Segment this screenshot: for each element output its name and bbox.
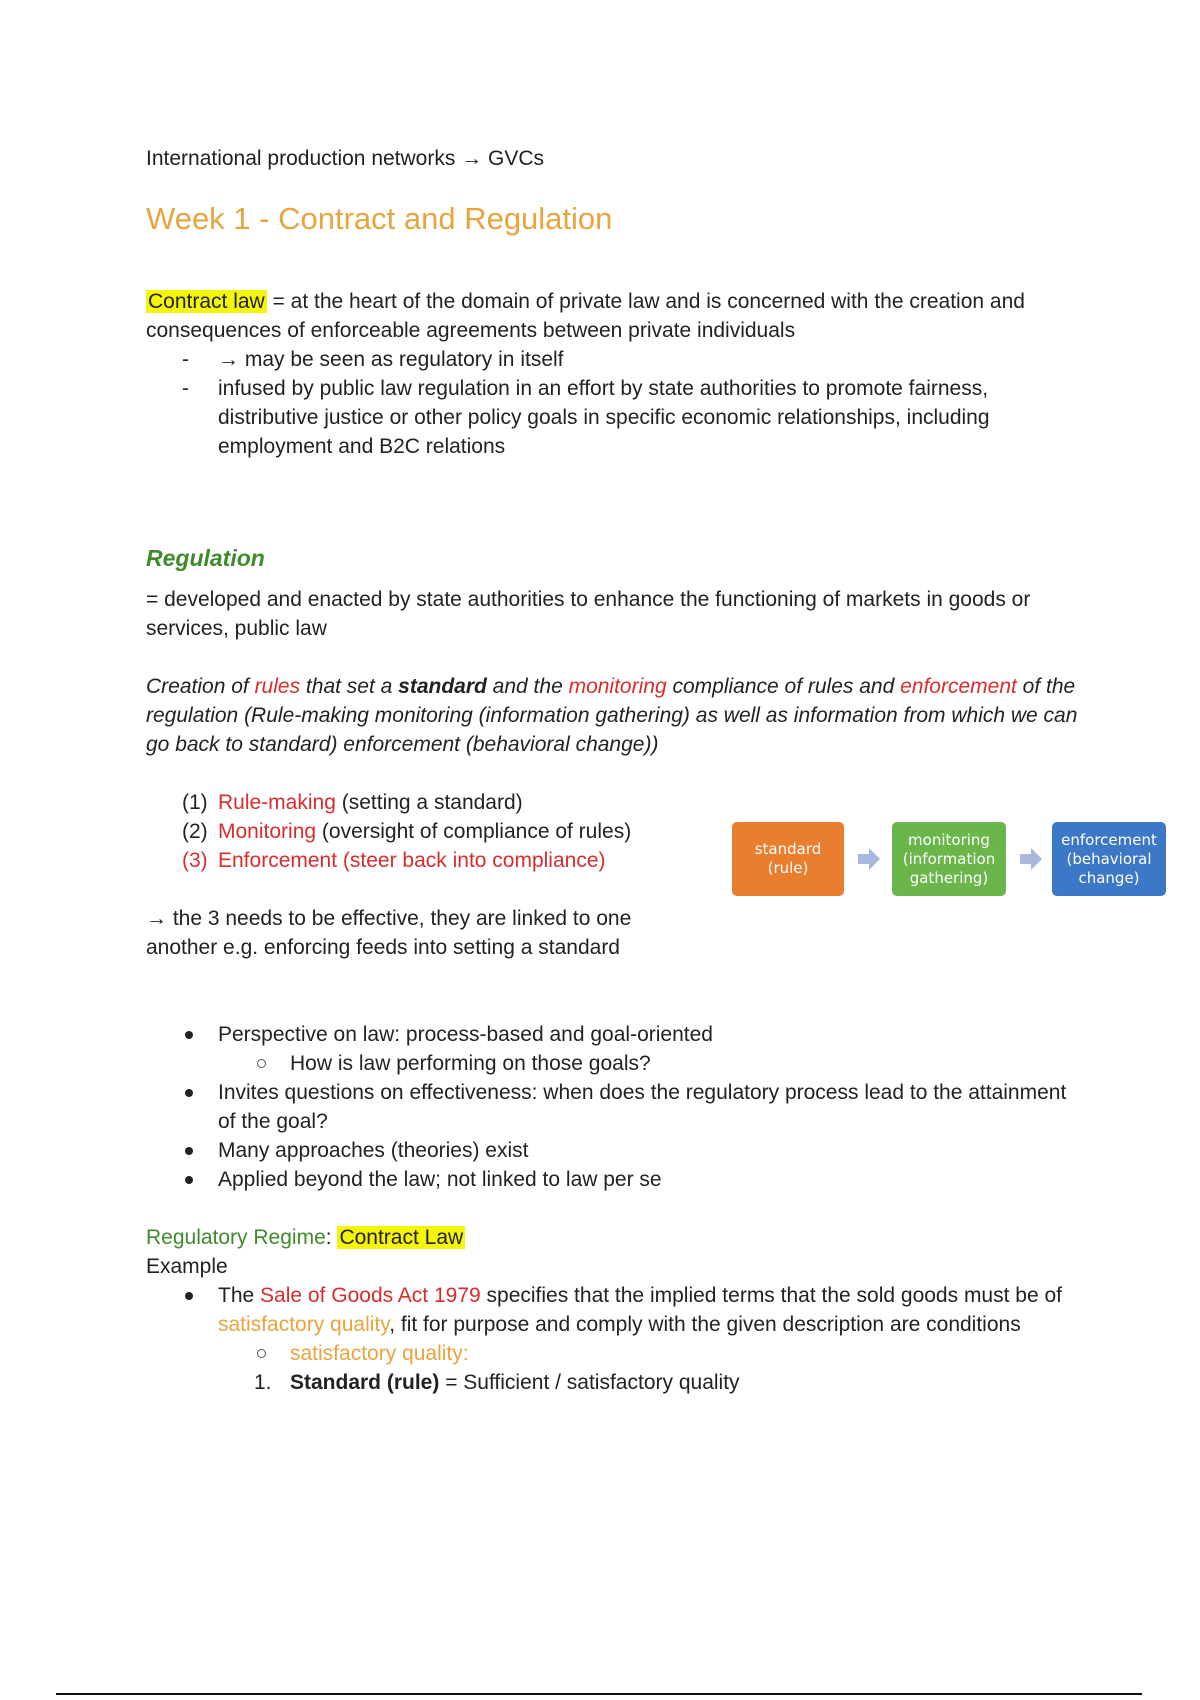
bullet-text: Invites questions on effectiveness: when does the regulatory process lead to the attainment of the goal? — [218, 1081, 1067, 1133]
text-span: The — [218, 1284, 261, 1307]
regulation-definition: = developed and enacted by state authorities to enhance the functioning of markets in goods or services, public law — [146, 588, 1031, 640]
text-span: and the — [486, 675, 569, 698]
regulation-bullets — [146, 1020, 1086, 1194]
text-span: specifies that the implied terms that the sold goods must be of — [480, 1284, 1062, 1307]
text-span: that set a — [300, 675, 399, 698]
enforcement-box — [1052, 822, 1166, 896]
list-item — [146, 1281, 1086, 1339]
bullet-dot — [185, 1176, 193, 1184]
box-line: (rule) — [767, 859, 809, 877]
list-item — [146, 345, 1086, 374]
step-description: (setting a standard) — [335, 791, 523, 814]
bullet-text: = Sufficient / satisfactory quality — [439, 1371, 740, 1394]
header-line: International production networks → GVCs — [146, 147, 545, 170]
step-number: (1) — [182, 791, 208, 814]
act-name: Sale of Goods Act 1979 — [260, 1284, 481, 1307]
enforcement-term: enforcement — [900, 675, 1017, 698]
list-number: 1. — [254, 1371, 272, 1394]
document-page — [146, 144, 1086, 1397]
regime-colon: : — [325, 1226, 338, 1249]
contract-law-text: = at the heart of the domain of private law and is concerned with the creation and consequences of enforceable agreements between private individuals — [146, 290, 1025, 342]
page-title: Week 1 - Contract and Regulation — [146, 201, 613, 236]
list-item — [146, 1020, 1086, 1049]
list-item — [146, 788, 1086, 817]
bullet-text: satisfactory quality: — [290, 1342, 469, 1365]
contract-point-2: infused by public law regulation in an effort by state authorities to promote fairness, distributive justice or other policy goals in specific economic relationships, including employment and B2C relations — [218, 377, 990, 458]
box-line: gathering) — [909, 868, 989, 887]
contract-point-1: → may be seen as regulatory in itself — [218, 348, 564, 371]
bullet-circle — [257, 1059, 266, 1068]
contract-law-term: Contract law — [148, 290, 265, 313]
arrow-right-icon — [1018, 846, 1044, 872]
bullet-text: How is law performing on those goals? — [290, 1052, 651, 1075]
bullet-dot — [185, 1147, 193, 1155]
list-item — [146, 1165, 1086, 1194]
dash-marker: - — [182, 348, 189, 371]
box-line: monitoring — [908, 830, 990, 849]
regulation-process-diagram — [732, 822, 1172, 898]
linked-note: → the 3 needs to be effective, they are linked to one another e.g. enforcing feeds into setting a standard — [146, 907, 632, 959]
step-description: (oversight of compliance of rules) — [316, 820, 632, 843]
arrow-right-icon — [856, 846, 882, 872]
contract-points — [146, 345, 1086, 461]
box-line: change) — [1078, 868, 1140, 887]
list-item — [146, 1049, 1086, 1078]
box-line: (behavioral — [1066, 849, 1152, 868]
standard-box — [732, 822, 844, 896]
bullet-circle — [257, 1349, 266, 1358]
step-term: Enforcement (steer back into compliance) — [218, 849, 606, 872]
text-span: compliance of rules and — [666, 675, 901, 698]
bullet-dot — [185, 1031, 193, 1039]
text-span: , fit for purpose and comply with the given description are conditions — [389, 1313, 1021, 1336]
box-line: (information — [902, 849, 996, 868]
regulation-heading: Regulation — [146, 545, 265, 571]
example-bullets — [146, 1281, 1086, 1397]
monitoring-box — [892, 822, 1006, 896]
step-number: (2) — [182, 820, 208, 843]
quality-term: satisfactory quality — [218, 1313, 390, 1336]
regulation-creation-text — [146, 672, 1086, 759]
regulatory-regime-line — [146, 1223, 1086, 1252]
monitoring-term: monitoring — [568, 675, 667, 698]
contract-law-definition — [146, 287, 1086, 345]
example-label: Example — [146, 1255, 228, 1278]
bullet-text: Many approaches (theories) exist — [218, 1139, 529, 1162]
step-term: Rule-making — [218, 791, 336, 814]
list-item — [146, 374, 1086, 461]
regime-label: Regulatory Regime — [146, 1226, 326, 1249]
text-span: of the regulation (Rule-making monitoring (information gathering) as well as information from which we can go back to standard) enforcement (behavioral change)) — [146, 675, 1078, 756]
standard-term: standard — [398, 675, 487, 698]
step-term: Monitoring — [218, 820, 317, 843]
box-line: standard — [754, 840, 822, 858]
list-item — [146, 1368, 1086, 1397]
rules-term: rules — [254, 675, 301, 698]
list-item — [146, 1078, 1086, 1136]
bullet-dot — [185, 1292, 193, 1300]
bullet-text: Applied beyond the law; not linked to law per se — [218, 1168, 662, 1191]
standard-rule-term: Standard (rule) — [290, 1371, 440, 1394]
dash-marker: - — [182, 377, 189, 400]
box-line: enforcement — [1061, 830, 1157, 849]
bullet-text: Perspective on law: process-based and goal-oriented — [218, 1023, 713, 1046]
page-bottom-rule — [56, 1693, 1142, 1695]
regime-value: Contract Law — [339, 1226, 464, 1249]
list-item — [146, 1339, 1086, 1368]
step-number: (3) — [182, 849, 208, 872]
list-item — [146, 1136, 1086, 1165]
bullet-dot — [185, 1089, 193, 1097]
text-span: Creation of — [146, 675, 255, 698]
